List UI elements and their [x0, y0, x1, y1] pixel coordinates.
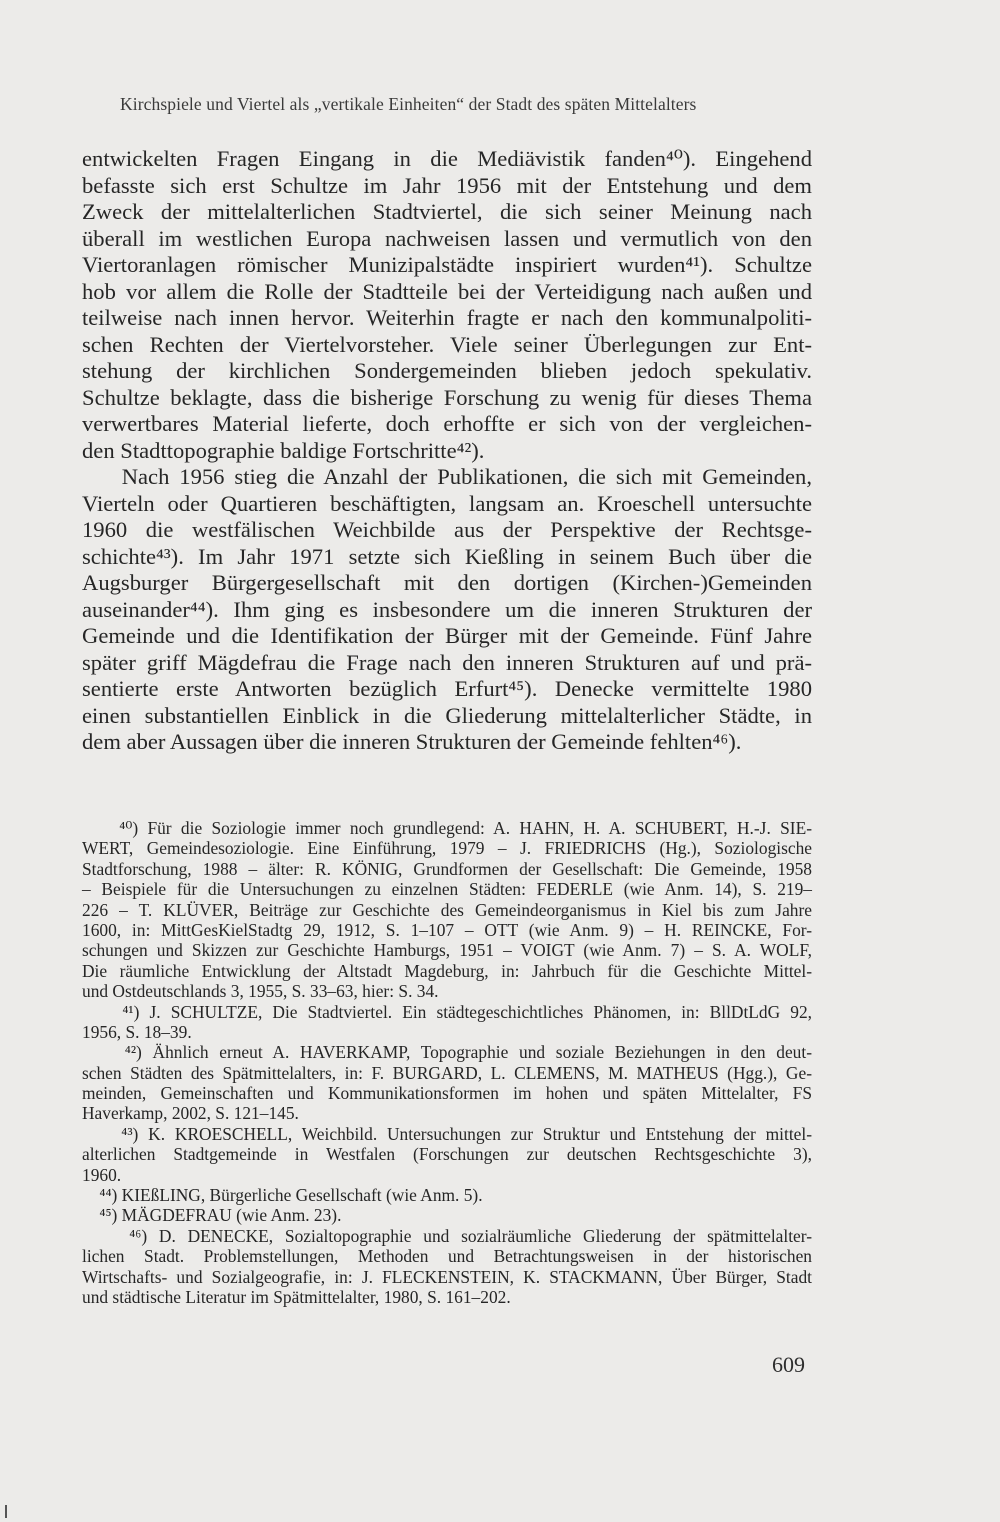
footnote-line: – Beispiele für die Untersuchungen zu einzelnen Städten: FEDERLE (wie Anm. 14), S. 219–	[82, 879, 812, 900]
body-line: stehung der kirchlichen Sondergemeinden blieben jedoch spekulativ.	[82, 358, 812, 383]
footnote-line: schungen und Skizzen zur Geschichte Hamburgs, 1951 – VOIGT (wie Anm. 7) – S. A. WOLF,	[82, 940, 812, 961]
footnote-line: 1960.	[82, 1164, 122, 1185]
footnote-line: WERT, Gemeindesoziologie. Eine Einführung, 1979 – J. FRIEDRICHS (Hg.), Soziologische	[82, 838, 812, 859]
footnote-line: schen Städten des Spätmittelalters, in: F. BURGARD, L. CLEMENS, M. MATHEUS (Hgg.), Ge-	[82, 1062, 812, 1083]
body-line: entwickelten Fragen Eingang in die Mediävistik fanden⁴⁰). Eingehend	[82, 146, 812, 171]
footnote-line: Haverkamp, 2002, S. 121–145.	[82, 1103, 299, 1124]
body-line: hob vor allem die Rolle der Stadtteile bei der Verteidigung nach außen und	[82, 278, 812, 304]
body-line: Viertoranlagen römischer Munizipalstädte inspiriert wurden⁴¹). Schultze	[82, 252, 812, 277]
body-line: dem aber Aussagen über die inneren Strukturen der Gemeinde fehlten⁴⁶).	[82, 729, 742, 754]
footnote-line: meinden, Gemeinschaften und Kommunikationsformen im hohen und späten Mittelalter, FS	[82, 1083, 812, 1104]
body-line: teilweise nach innen hervor. Weiterhin fragte er nach den kommunalpoliti-	[82, 305, 812, 330]
scan-edge-mark	[5, 1505, 7, 1518]
footnote-line: Die räumliche Entwicklung der Altstadt Magdeburg, in: Jahrbuch für die Geschichte Mittel-	[82, 960, 812, 981]
footnotes	[82, 818, 812, 1307]
body-line: verwertbares Material lieferte, doch erhoffte er sich von der vergleichen-	[82, 411, 812, 436]
footnote-line: 1956, S. 18–39.	[82, 1021, 192, 1042]
footnote-line: 226 – T. KLÜVER, Beiträge zur Geschichte des Gemeindeorganismus in Kiel bis zum Jahre	[82, 899, 812, 920]
running-header: Kirchspiele und Viertel als „vertikale Einheiten“ der Stadt des späten Mittelalters	[120, 94, 697, 114]
body-line: den Stadttopographie baldige Fortschritte⁴²).	[82, 437, 485, 463]
body-line: auseinander⁴⁴). Ihm ging es insbesondere um die inneren Strukturen der	[82, 596, 812, 622]
footnote-line: und Ostdeutschlands 3, 1955, S. 33–63, hier: S. 34.	[82, 981, 439, 1002]
footnote-line: lichen Stadt. Problemstellungen, Methoden und Betrachtungsweisen in der historischen	[82, 1246, 812, 1267]
body-line: befasste sich erst Schultze im Jahr 1956 mit der Entstehung und dem	[82, 172, 812, 198]
footnote-line: alterlichen Stadtgemeinde in Westfalen (Forschungen zur deutschen Rechtsgeschichte 3),	[82, 1144, 812, 1165]
body-line: schen Rechten der Viertelvorsteher. Viele seiner Überlegungen zur Ent-	[82, 331, 812, 357]
footnote-line: ⁴⁶) D. DENECKE, Sozialtopographie und sozialräumliche Gliederung der spätmittelalter-	[82, 1225, 812, 1246]
body-line: schichte⁴³). Im Jahr 1971 setzte sich Kießling in seinem Buch über die	[82, 543, 812, 569]
body-line: Schultze beklagte, dass die bisherige Forschung zu wenig für dieses Thema	[82, 384, 812, 410]
footnote-line: Wirtschafts- und Sozialgeografie, in: J. FLECKENSTEIN, K. STACKMANN, Über Bürger, Stadt	[82, 1266, 812, 1287]
body-line: Augsburger Bürgergesellschaft mit den dortigen (Kirchen-)Gemeinden	[82, 570, 812, 595]
body-line: überall im westlichen Europa nachweisen lassen und vermutlich von den	[82, 225, 812, 251]
footnote-line: ⁴⁰) Für die Soziologie immer noch grundlegend: A. HAHN, H. A. SCHUBERT, H.-J. SIE-	[82, 818, 812, 838]
body-line: später griff Mägdefrau die Frage nach den inneren Strukturen auf und prä-	[82, 649, 812, 675]
footnote-line: Stadtforschung, 1988 – älter: R. KÖNIG, Grundformen der Gesellschaft: Die Gemeinde, 1958	[82, 858, 812, 879]
footnote-line: 1600, in: MittGesKielStadtg 29, 1912, S. 1–107 – OTT (wie Anm. 9) – H. REINCKE, For-	[82, 919, 812, 940]
body-line: sentierte erste Antworten bezüglich Erfurt⁴⁵). Denecke vermittelte 1980	[82, 676, 812, 701]
body-line: 1960 die westfälischen Weichbilde aus der Perspektive der Rechtsge-	[82, 517, 812, 542]
footnote-line: ⁴¹) J. SCHULTZE, Die Stadtviertel. Ein städtegeschichtliches Phänomen, in: BllDtLdG 92,	[82, 1001, 812, 1022]
body-line: Vierteln oder Quartieren beschäftigten, langsam an. Kroeschell untersuchte	[82, 490, 812, 516]
body-line: Zweck der mittelalterlichen Stadtviertel, die sich seiner Meinung nach	[82, 199, 812, 224]
footnote-line: und städtische Literatur im Spätmittelalter, 1980, S. 161–202.	[82, 1286, 511, 1307]
footnote-line: ⁴²) Ähnlich erneut A. HAVERKAMP, Topographie und soziale Beziehungen in den deut-	[82, 1042, 812, 1063]
body-text	[82, 146, 812, 756]
body-line: einen substantiellen Einblick in die Gliederung mittelalterlicher Städte, in	[82, 702, 812, 728]
page-number: 609	[772, 1352, 805, 1377]
footnote-line: ⁴⁵) MÄGDEFRAU (wie Anm. 23).	[82, 1205, 342, 1226]
footnote-line: ⁴³) K. KROESCHELL, Weichbild. Untersuchungen zur Struktur und Entstehung der mittel-	[82, 1123, 812, 1144]
footnote-line: ⁴⁴) KIEßLING, Bürgerliche Gesellschaft (wie Anm. 5).	[82, 1185, 483, 1206]
body-line: Nach 1956 stieg die Anzahl der Publikationen, die sich mit Gemeinden,	[82, 464, 812, 489]
body-line: Gemeinde und die Identifikation der Bürger mit der Gemeinde. Fünf Jahre	[82, 623, 812, 648]
